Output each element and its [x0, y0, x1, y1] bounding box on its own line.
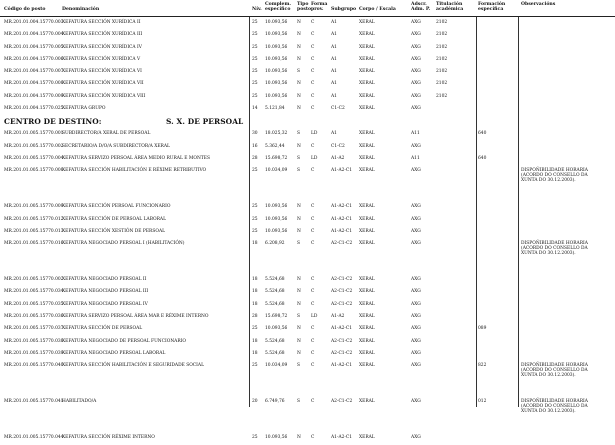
- cell-niv: 25: [252, 44, 258, 50]
- table-header: [0, 0, 615, 17]
- table-row: [0, 103, 615, 115]
- table-row: [0, 78, 615, 90]
- cell-tipo: N: [297, 143, 301, 149]
- cell-codigo: MR.201.01.005.15770.009: [4, 204, 64, 210]
- cell-complem: 10.093,56: [265, 228, 288, 234]
- cell-codigo: MR.201.01.005.15770.001: [4, 131, 64, 137]
- cell-niv: 28: [252, 155, 258, 161]
- header-niv: Nív.: [252, 7, 262, 12]
- cell-tipo: N: [297, 350, 301, 356]
- cell-adscr: AXG: [411, 44, 421, 50]
- cell-adscr: AXG: [411, 106, 421, 112]
- cell-adscr: AXG: [411, 216, 421, 222]
- cell-forma: C: [311, 435, 315, 441]
- cell-denominacion: XEFATURA NEGOCIADO PERSOAL II: [62, 277, 147, 283]
- cell-complem: 5.362,44: [265, 143, 285, 149]
- cell-subgrupo: A1: [331, 69, 337, 75]
- cell-forma: C: [311, 326, 315, 332]
- cell-complem: 10.093,56: [265, 326, 288, 332]
- cell-complem: 5.121,84: [265, 106, 285, 112]
- cell-tipo: N: [297, 93, 301, 99]
- cell-corpo: XERAL: [359, 228, 375, 234]
- cell-forma: C: [311, 69, 315, 75]
- cell-corpo: XERAL: [359, 93, 375, 99]
- cell-codigo: MR.201.01.005.15770.013: [4, 228, 64, 234]
- cell-subgrupo: C1-C2: [331, 106, 345, 112]
- cell-complem: 10.093,56: [265, 81, 288, 87]
- cell-forma: C: [311, 277, 315, 283]
- cell-denominacion: XEFATURA SERVIZO PERSOAL ÁREA MEDIO RURAL E MONTES: [62, 155, 210, 161]
- cell-subgrupo: A2-C1-C2: [331, 241, 353, 247]
- cell-denominacion: SECRETARIO/A D/O/A SUBDIRECTOR/A XERAL: [62, 143, 170, 149]
- cell-corpo: XERAL: [359, 81, 375, 87]
- cell-denominacion: XEFATURA SECCIÓN XURÍDICA VI: [62, 69, 142, 75]
- cell-denominacion: XEFATURA NEGOCIADO PERSOAL LABORAL: [62, 350, 166, 356]
- cell-niv: 28: [252, 314, 258, 320]
- cell-formacion: 012: [478, 399, 487, 405]
- table-row: [0, 91, 615, 103]
- header-subgrupo: Subgrupo: [331, 7, 357, 12]
- cell-adscr: AXG: [411, 81, 421, 87]
- cell-complem: 15.698,72: [265, 155, 288, 161]
- cell-forma: C: [311, 363, 315, 369]
- cell-complem: 5.524,68: [265, 289, 285, 295]
- table-row: [0, 336, 615, 348]
- cell-forma: C: [311, 228, 315, 234]
- cell-adscr: AXG: [411, 277, 421, 283]
- cell-tipo: N: [297, 204, 301, 210]
- cell-forma: C: [311, 289, 315, 295]
- cell-corpo: XERAL: [359, 155, 375, 161]
- cell-titulacion: 2102: [436, 69, 448, 75]
- cell-corpo: XERAL: [359, 20, 375, 25]
- table-row: [0, 165, 615, 201]
- cell-formacion: 822: [478, 363, 487, 369]
- header-titulacion: Titulación académica: [436, 2, 464, 13]
- cell-subgrupo: A1: [331, 32, 337, 38]
- cell-corpo: XERAL: [359, 168, 375, 174]
- cell-forma: C: [311, 204, 315, 210]
- cell-denominacion: XEFATURA SECCIÓN RÉXIME INTERNO: [62, 435, 155, 441]
- cell-adscr: AXG: [411, 289, 421, 295]
- cell-denominacion: XEFATURA SECCIÓN DE PERSOAL: [62, 326, 143, 332]
- header-codigo: Código do posto: [4, 7, 46, 12]
- cell-forma: C: [311, 241, 315, 247]
- cell-codigo: MR.201.01.004.15770.004: [4, 32, 64, 38]
- cell-niv: 25: [252, 326, 258, 332]
- cell-forma: C: [311, 106, 315, 112]
- cell-codigo: MR.201.01.005.15770.041: [4, 399, 64, 405]
- cell-complem: 15.698,72: [265, 314, 288, 320]
- cell-adscr: AXG: [411, 399, 421, 405]
- cell-niv: 25: [252, 168, 258, 174]
- cell-codigo: MR.201.01.004.15770.008: [4, 81, 64, 87]
- cell-forma: LD: [311, 314, 318, 320]
- cell-subgrupo: A1: [331, 131, 337, 137]
- cell-adscr: AXG: [411, 435, 421, 441]
- cell-denominacion: XEFATURA SECCIÓN HABILITACIÓN E RÉXIME RETRIBUTIVO: [62, 168, 207, 174]
- cell-adscr: AXG: [411, 301, 421, 307]
- cell-tipo: S: [297, 155, 301, 161]
- cell-adscr: AXG: [411, 69, 421, 75]
- cell-adscr: AXG: [411, 241, 421, 247]
- cell-corpo: XERAL: [359, 44, 375, 50]
- cell-complem: 5.524,68: [265, 350, 285, 356]
- cell-subgrupo: C1-C2: [331, 143, 345, 149]
- cell-complem: 5.524,68: [265, 301, 285, 307]
- cell-tipo: N: [297, 435, 301, 441]
- cell-corpo: XERAL: [359, 204, 375, 210]
- cell-tipo: S: [297, 314, 301, 320]
- cell-tipo: N: [297, 289, 301, 295]
- table-row: [0, 286, 615, 298]
- cell-tipo: N: [297, 277, 301, 283]
- cell-subgrupo: A2-C1-C2: [331, 338, 353, 344]
- cell-titulacion: 2102: [436, 32, 448, 38]
- cell-niv: 25: [252, 228, 258, 234]
- cell-tipo: N: [297, 216, 301, 222]
- cell-complem: 10.034,09: [265, 168, 288, 174]
- cell-titulacion: 2102: [436, 20, 448, 25]
- cell-forma: LD: [311, 131, 318, 137]
- cell-tipo: N: [297, 301, 301, 307]
- cell-forma: C: [311, 81, 315, 87]
- cell-tipo: N: [297, 44, 301, 50]
- cell-subgrupo: A1: [331, 81, 337, 87]
- cell-subgrupo: A1-A2-C1: [331, 216, 353, 222]
- cell-niv: 25: [252, 69, 258, 75]
- cell-adscr: AXG: [411, 338, 421, 344]
- cell-denominacion: XEFATURA SECCIÓN PERSOAL FUNCIONARIO: [62, 204, 171, 210]
- cell-complem: 5.524,68: [265, 277, 285, 283]
- cell-complem: 10.093,56: [265, 204, 288, 210]
- cell-tipo: S: [297, 241, 301, 247]
- cell-obs: DISPOÑIBILIDADE HORARIA (ACORDO DO CONSELLO DA XUNTA DO 30.12.2003).: [521, 168, 588, 184]
- cell-niv: 16: [252, 143, 258, 149]
- cell-denominacion: XEFATURA SECCIÓN XURÍDICA V: [62, 56, 141, 62]
- cell-denominacion: XEFATURA GRUPO: [62, 106, 106, 112]
- cell-titulacion: 2102: [436, 44, 448, 50]
- table-body: [0, 17, 615, 445]
- cell-codigo: MR.201.01.005.15770.004: [4, 155, 64, 161]
- cell-corpo: XERAL: [359, 241, 375, 247]
- cell-forma: C: [311, 168, 315, 174]
- cell-denominacion: XEFATURA SECCIÓN DE PERSOAL LABORAL: [62, 216, 166, 222]
- cell-adscr: AXG: [411, 363, 421, 369]
- cell-corpo: XERAL: [359, 277, 375, 283]
- cell-codigo: MR.201.01.005.15770.039: [4, 350, 64, 356]
- header-corpo: Corpo / Escala: [359, 7, 396, 12]
- cell-denominacion: XEFATURA SECCIÓN XURÍDICA II: [62, 20, 141, 25]
- cell-subgrupo: A1-A2-C1: [331, 363, 353, 369]
- table-row: [0, 42, 615, 54]
- cell-codigo: MR.201.01.005.15770.002: [4, 277, 64, 283]
- cell-subgrupo: A2-C1-C2: [331, 350, 353, 356]
- cell-forma: C: [311, 216, 315, 222]
- header-complem: Complem. específico: [265, 2, 291, 13]
- cell-subgrupo: A2-C1-C2: [331, 399, 353, 405]
- cell-forma: C: [311, 56, 315, 62]
- header-observacions: Observacións: [521, 2, 556, 7]
- cell-forma: LD: [311, 155, 318, 161]
- cell-niv: 18: [252, 241, 258, 247]
- cell-formacion: 640: [478, 155, 487, 161]
- cell-corpo: XERAL: [359, 435, 375, 441]
- table-row: [0, 323, 615, 335]
- cell-corpo: XERAL: [359, 399, 375, 405]
- cell-forma: C: [311, 44, 315, 50]
- cell-codigo: MR.201.01.005.15770.037: [4, 326, 64, 332]
- section-name: S. X. DE PERSOAL: [166, 117, 244, 127]
- cell-titulacion: 2102: [436, 81, 448, 87]
- cell-adscr: AXG: [411, 228, 421, 234]
- cell-subgrupo: A1: [331, 56, 337, 62]
- cell-tipo: N: [297, 56, 301, 62]
- table-row: [0, 432, 615, 444]
- cell-adscr: AXG: [411, 143, 421, 149]
- cell-subgrupo: A1-A2: [331, 314, 345, 320]
- header-forma: Forma prov.: [311, 2, 328, 13]
- header-adscr: Adscr. Adm. P.: [411, 2, 431, 13]
- cell-adscr: A11: [411, 131, 420, 137]
- cell-adscr: AXG: [411, 20, 421, 25]
- cell-denominacion: XEFATURA SECCIÓN XURÍDICA IV: [62, 44, 142, 50]
- cell-subgrupo: A1: [331, 93, 337, 99]
- cell-niv: 25: [252, 56, 258, 62]
- cell-forma: C: [311, 143, 315, 149]
- cell-corpo: XERAL: [359, 131, 375, 137]
- cell-tipo: S: [297, 69, 301, 75]
- cell-denominacion: XEFATURA SECCIÓN XURÍDICA VIII: [62, 93, 146, 99]
- cell-codigo: MR.201.01.004.15770.006: [4, 56, 64, 62]
- cell-corpo: XERAL: [359, 363, 375, 369]
- cell-corpo: XERAL: [359, 216, 375, 222]
- cell-niv: 25: [252, 363, 258, 369]
- cell-denominacion: XEFATURA SECCIÓN XURÍDICA III: [62, 32, 143, 38]
- cell-tipo: N: [297, 326, 301, 332]
- cell-obs: DISPOÑIBILIDADE HORARIA (ACORDO DO CONSELLO DA XUNTA DO 30.12.2003).: [521, 363, 588, 379]
- cell-complem: 10.093,56: [265, 44, 288, 50]
- header-formacion: Formación específica: [478, 2, 506, 13]
- cell-forma: C: [311, 338, 315, 344]
- cell-codigo: MR.201.01.005.15770.040: [4, 363, 64, 369]
- cell-tipo: S: [297, 363, 301, 369]
- cell-niv: 25: [252, 93, 258, 99]
- cell-tipo: N: [297, 106, 301, 112]
- cell-subgrupo: A1-A2-C1: [331, 228, 353, 234]
- table-row: [0, 201, 615, 213]
- cell-niv: 25: [252, 216, 258, 222]
- cell-complem: 10.093,56: [265, 56, 288, 62]
- cell-subgrupo: A2-C1-C2: [331, 277, 353, 283]
- cell-complem: 18.025,32: [265, 131, 288, 137]
- cell-complem: 6.749,76: [265, 399, 285, 405]
- cell-forma: C: [311, 32, 315, 38]
- cell-complem: 10.093,56: [265, 435, 288, 441]
- cell-denominacion: XEFATURA NEGOCIADO PERSOAL IV: [62, 301, 148, 307]
- cell-adscr: AXG: [411, 204, 421, 210]
- cell-niv: 25: [252, 81, 258, 87]
- cell-titulacion: 2102: [436, 56, 448, 62]
- cell-adscr: AXG: [411, 326, 421, 332]
- table-row: [0, 396, 615, 432]
- section-heading: [0, 115, 615, 128]
- cell-corpo: XERAL: [359, 69, 375, 75]
- cell-denominacion: XEFATURA SERVIZO PERSOAL ÁREA MAR E RÉXIME INTERNO: [62, 314, 209, 320]
- table-row: [0, 226, 615, 238]
- cell-subgrupo: A1-A2-C1: [331, 435, 353, 441]
- table-row: [0, 29, 615, 41]
- cell-subgrupo: A1: [331, 44, 337, 50]
- cell-corpo: XERAL: [359, 301, 375, 307]
- cell-subgrupo: A2-C1-C2: [331, 289, 353, 295]
- cell-corpo: XERAL: [359, 350, 375, 356]
- header-denominacion: Denominación: [62, 7, 100, 12]
- cell-denominacion: XEFATURA NEGOCIADO DE PERSOAL FUNCIONARIO: [62, 338, 186, 344]
- cell-niv: 18: [252, 301, 258, 307]
- cell-niv: 30: [252, 131, 258, 137]
- cell-corpo: XERAL: [359, 338, 375, 344]
- table-row: [0, 153, 615, 165]
- cell-denominacion: XEFATURA SECCIÓN XESTIÓN DE PERSOAL: [62, 228, 166, 234]
- cell-niv: 18: [252, 289, 258, 295]
- cell-codigo: MR.201.01.004.15770.025: [4, 106, 64, 112]
- cell-adscr: AXG: [411, 168, 421, 174]
- cell-niv: 25: [252, 435, 258, 441]
- cell-corpo: XERAL: [359, 106, 375, 112]
- cell-complem: 10.093,56: [265, 93, 288, 99]
- cell-codigo: MR.201.01.005.15770.034: [4, 289, 64, 295]
- cell-corpo: XERAL: [359, 314, 375, 320]
- cell-corpo: XERAL: [359, 32, 375, 38]
- cell-formacion: 640: [478, 131, 487, 137]
- cell-adscr: A11: [411, 155, 420, 161]
- cell-codigo: MR.201.01.004.15770.003: [4, 20, 64, 25]
- cell-codigo: MR.201.01.005.15770.036: [4, 314, 64, 320]
- cell-corpo: XERAL: [359, 56, 375, 62]
- cell-formacion: 089: [478, 326, 487, 332]
- cell-complem: 10.093,56: [265, 20, 288, 25]
- cell-subgrupo: A1-A2: [331, 155, 345, 161]
- cell-codigo: MR.201.01.004.15770.009: [4, 93, 64, 99]
- cell-adscr: AXG: [411, 32, 421, 38]
- cell-forma: C: [311, 93, 315, 99]
- table-row: [0, 128, 615, 140]
- cell-codigo: MR.201.01.005.15770.038: [4, 338, 64, 344]
- cell-codigo: MR.201.01.005.15770.035: [4, 301, 64, 307]
- cell-niv: 25: [252, 20, 258, 25]
- table-row: [0, 141, 615, 153]
- table-row: [0, 66, 615, 78]
- cell-subgrupo: A1-A2-C1: [331, 168, 353, 174]
- cell-corpo: XERAL: [359, 326, 375, 332]
- cell-codigo: MR.201.01.004.15770.007: [4, 69, 64, 75]
- cell-niv: 18: [252, 338, 258, 344]
- cell-complem: 6.208,92: [265, 241, 285, 247]
- cell-denominacion: XEFATURA SECCIÓN HABILITACIÓN E SEGURIDADE SOCIAL: [62, 363, 204, 369]
- cell-corpo: XERAL: [359, 143, 375, 149]
- cell-forma: C: [311, 301, 315, 307]
- cell-subgrupo: A1: [331, 20, 337, 25]
- cell-tipo: S: [297, 399, 301, 405]
- cell-complem: 10.034,09: [265, 363, 288, 369]
- cell-codigo: MR.201.01.005.15770.002: [4, 143, 64, 149]
- cell-forma: C: [311, 20, 315, 25]
- cell-tipo: N: [297, 228, 301, 234]
- cell-adscr: AXG: [411, 350, 421, 356]
- cell-adscr: AXG: [411, 56, 421, 62]
- table-row: [0, 360, 615, 396]
- cell-obs: DISPOÑIBILIDADE HORARIA (ACORDO DO CONSELLO DA XUNTA DO 30.12.2003).: [521, 241, 588, 257]
- cell-niv: 20: [252, 399, 258, 405]
- cell-subgrupo: A2-C1-C2: [331, 301, 353, 307]
- table-row: [0, 238, 615, 274]
- cell-denominacion: XEFATURA NEGOCIADO PERSOAL I (HABILITACIÓN): [62, 241, 185, 247]
- cell-codigo: MR.201.01.005.15770.008: [4, 168, 64, 174]
- cell-subgrupo: A1-A2-C1: [331, 326, 353, 332]
- cell-forma: C: [311, 399, 315, 405]
- cell-complem: 5.524,68: [265, 338, 285, 344]
- cell-complem: 10.093,56: [265, 32, 288, 38]
- table-row: [0, 274, 615, 286]
- table-row: [0, 17, 615, 29]
- cell-adscr: AXG: [411, 314, 421, 320]
- table-row: [0, 299, 615, 311]
- cell-codigo: MR.201.01.004.15770.005: [4, 44, 64, 50]
- section-label: CENTRO DE DESTINO:: [4, 117, 102, 127]
- cell-tipo: N: [297, 20, 301, 25]
- table-row: [0, 348, 615, 360]
- cell-niv: 25: [252, 204, 258, 210]
- cell-subgrupo: A1-A2-C1: [331, 204, 353, 210]
- cell-niv: 18: [252, 350, 258, 356]
- cell-complem: 10.093,56: [265, 216, 288, 222]
- cell-complem: 10.093,56: [265, 69, 288, 75]
- cell-corpo: XERAL: [359, 289, 375, 295]
- header-tipo: Tipo posto: [297, 2, 312, 13]
- cell-denominacion: HABILITADO/A: [62, 399, 97, 405]
- cell-tipo: N: [297, 338, 301, 344]
- cell-tipo: N: [297, 81, 301, 87]
- cell-niv: 14: [252, 106, 258, 112]
- cell-denominacion: SUBDIRECTOR/A XERAL DE PERSOAL: [62, 131, 151, 137]
- cell-adscr: AXG: [411, 93, 421, 99]
- cell-tipo: S: [297, 168, 301, 174]
- cell-codigo: MR.201.01.005.15770.012: [4, 216, 64, 222]
- table-row: [0, 54, 615, 66]
- cell-obs: DISPOÑIBILIDADE HORARIA (ACORDO DO CONSELLO DA XUNTA DO 30.12.2003).: [521, 399, 588, 415]
- cell-denominacion: XEFATURA SECCIÓN XURÍDICA VII: [62, 81, 144, 87]
- cell-forma: C: [311, 350, 315, 356]
- table-row: [0, 311, 615, 323]
- cell-tipo: S: [297, 131, 301, 137]
- cell-niv: 25: [252, 32, 258, 38]
- table-row: [0, 214, 615, 226]
- cell-titulacion: 2102: [436, 93, 448, 99]
- cell-codigo: MR.201.01.005.15770.016: [4, 241, 64, 247]
- cell-niv: 18: [252, 277, 258, 283]
- cell-tipo: N: [297, 32, 301, 38]
- cell-codigo: MR.201.01.005.15770.044: [4, 435, 64, 441]
- cell-denominacion: XEFATURA NEGOCIADO PERSOAL III: [62, 289, 149, 295]
